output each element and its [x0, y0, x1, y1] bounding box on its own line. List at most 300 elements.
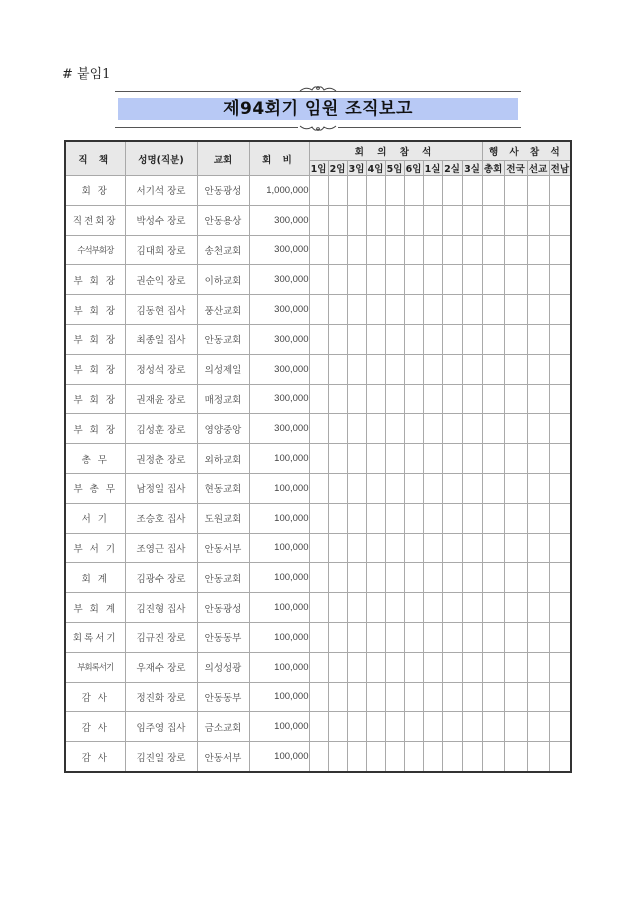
meeting-attendance-cell[interactable] [328, 265, 347, 295]
meeting-attendance-cell[interactable] [309, 384, 328, 414]
event-attendance-cell[interactable] [504, 444, 527, 474]
meeting-attendance-cell[interactable] [385, 593, 404, 623]
table-row [65, 652, 571, 682]
meeting-attendance-cell[interactable] [404, 712, 423, 742]
meeting-attendance-cell[interactable] [442, 176, 462, 206]
event-attendance-cell[interactable] [504, 265, 527, 295]
meeting-attendance-cell[interactable] [309, 295, 328, 325]
meeting-attendance-cell[interactable] [366, 682, 385, 712]
meeting-attendance-cell[interactable] [462, 533, 482, 563]
event-attendance-cell[interactable] [482, 444, 504, 474]
meeting-attendance-cell[interactable] [347, 533, 366, 563]
event-attendance-cell[interactable] [504, 712, 527, 742]
name-cell: 조영근 집사 [125, 533, 197, 563]
event-attendance-cell[interactable] [527, 652, 549, 682]
meeting-attendance-cell[interactable] [328, 533, 347, 563]
meeting-attendance-cell[interactable] [442, 444, 462, 474]
meeting-attendance-cell[interactable] [385, 563, 404, 593]
meeting-attendance-cell[interactable] [347, 563, 366, 593]
meeting-attendance-cell[interactable] [423, 593, 442, 623]
event-attendance-cell[interactable] [527, 295, 549, 325]
name-cell: 김진일 장로 [125, 742, 197, 772]
meeting-attendance-cell[interactable] [385, 444, 404, 474]
meeting-attendance-cell[interactable] [423, 503, 442, 533]
meeting-attendance-cell[interactable] [309, 742, 328, 772]
meeting-attendance-cell[interactable] [347, 593, 366, 623]
event-attendance-cell[interactable] [482, 295, 504, 325]
fee-cell: 100,000 [249, 503, 309, 533]
meeting-attendance-cell[interactable] [442, 563, 462, 593]
event-attendance-cell[interactable] [549, 414, 571, 444]
meeting-attendance-cell[interactable] [404, 295, 423, 325]
meeting-attendance-cell[interactable] [328, 205, 347, 235]
event-attendance-cell[interactable] [482, 712, 504, 742]
meeting-attendance-cell[interactable] [385, 712, 404, 742]
meeting-attendance-cell[interactable] [328, 712, 347, 742]
event-attendance-cell[interactable] [482, 503, 504, 533]
meeting-attendance-cell[interactable] [442, 533, 462, 563]
meeting-attendance-cell[interactable] [462, 444, 482, 474]
event-attendance-cell[interactable] [482, 533, 504, 563]
meeting-attendance-cell[interactable] [423, 622, 442, 652]
event-attendance-cell[interactable] [482, 176, 504, 206]
fee-cell: 100,000 [249, 712, 309, 742]
meeting-attendance-cell[interactable] [423, 235, 442, 265]
meeting-attendance-cell[interactable] [328, 473, 347, 503]
event-attendance-cell[interactable] [527, 622, 549, 652]
meeting-attendance-cell[interactable] [423, 652, 442, 682]
event-attendance-cell[interactable] [549, 176, 571, 206]
meeting-attendance-cell[interactable] [423, 384, 442, 414]
name-cell: 김동현 집사 [125, 295, 197, 325]
meeting-attendance-cell[interactable] [309, 354, 328, 384]
church-cell: 안동교회 [197, 324, 249, 354]
meeting-attendance-cell[interactable] [328, 622, 347, 652]
event-attendance-cell[interactable] [504, 384, 527, 414]
meeting-attendance-cell[interactable] [347, 235, 366, 265]
meeting-attendance-cell[interactable] [366, 503, 385, 533]
meeting-attendance-cell[interactable] [404, 444, 423, 474]
meeting-attendance-cell[interactable] [366, 384, 385, 414]
meeting-attendance-cell[interactable] [423, 742, 442, 772]
event-attendance-cell[interactable] [549, 712, 571, 742]
meeting-attendance-cell[interactable] [347, 742, 366, 772]
fee-cell: 300,000 [249, 295, 309, 325]
table-row [65, 682, 571, 712]
meeting-attendance-cell[interactable] [328, 593, 347, 623]
meeting-attendance-cell[interactable] [423, 414, 442, 444]
table-row [65, 176, 571, 206]
event-attendance-cell[interactable] [504, 682, 527, 712]
meeting-attendance-cell[interactable] [385, 682, 404, 712]
meeting-attendance-cell[interactable] [366, 176, 385, 206]
meeting-attendance-cell[interactable] [309, 712, 328, 742]
position-cell: 부 총 무 [65, 473, 125, 503]
meeting-attendance-cell[interactable] [347, 205, 366, 235]
event-attendance-cell[interactable] [504, 295, 527, 325]
event-attendance-cell[interactable] [549, 354, 571, 384]
meeting-attendance-cell[interactable] [347, 652, 366, 682]
meeting-attendance-cell[interactable] [328, 444, 347, 474]
event-attendance-cell[interactable] [549, 265, 571, 295]
table-row [65, 622, 571, 652]
name-cell: 김규진 장로 [125, 622, 197, 652]
church-cell: 풍산교회 [197, 295, 249, 325]
event-attendance-cell[interactable] [549, 682, 571, 712]
meeting-attendance-cell[interactable] [385, 265, 404, 295]
meeting-attendance-cell[interactable] [385, 622, 404, 652]
event-attendance-cell[interactable] [527, 324, 549, 354]
table-row [65, 473, 571, 503]
meeting-attendance-cell[interactable] [328, 354, 347, 384]
church-cell: 안동서부 [197, 533, 249, 563]
meeting-attendance-cell[interactable] [328, 742, 347, 772]
header-event-attendance: 행 사 참 석 [482, 141, 571, 161]
header-meeting-col: 6임 [404, 161, 423, 176]
table-row [65, 324, 571, 354]
meeting-attendance-cell[interactable] [442, 593, 462, 623]
meeting-attendance-cell[interactable] [462, 712, 482, 742]
event-attendance-cell[interactable] [549, 622, 571, 652]
event-attendance-cell[interactable] [482, 354, 504, 384]
meeting-attendance-cell[interactable] [385, 205, 404, 235]
event-attendance-cell[interactable] [482, 563, 504, 593]
event-attendance-cell[interactable] [527, 176, 549, 206]
header-meeting-col: 1임 [309, 161, 328, 176]
meeting-attendance-cell[interactable] [423, 444, 442, 474]
meeting-attendance-cell[interactable] [404, 473, 423, 503]
meeting-attendance-cell[interactable] [404, 384, 423, 414]
meeting-attendance-cell[interactable] [347, 354, 366, 384]
meeting-attendance-cell[interactable] [347, 414, 366, 444]
meeting-attendance-cell[interactable] [366, 742, 385, 772]
event-attendance-cell[interactable] [482, 682, 504, 712]
meeting-attendance-cell[interactable] [366, 533, 385, 563]
meeting-attendance-cell[interactable] [366, 324, 385, 354]
meeting-attendance-cell[interactable] [423, 176, 442, 206]
meeting-attendance-cell[interactable] [442, 712, 462, 742]
event-attendance-cell[interactable] [504, 414, 527, 444]
event-attendance-cell[interactable] [504, 533, 527, 563]
meeting-attendance-cell[interactable] [328, 503, 347, 533]
event-attendance-cell[interactable] [527, 742, 549, 772]
event-attendance-cell[interactable] [482, 652, 504, 682]
meeting-attendance-cell[interactable] [462, 503, 482, 533]
meeting-attendance-cell[interactable] [462, 176, 482, 206]
meeting-attendance-cell[interactable] [347, 384, 366, 414]
meeting-attendance-cell[interactable] [442, 205, 462, 235]
event-attendance-cell[interactable] [549, 324, 571, 354]
meeting-attendance-cell[interactable] [385, 384, 404, 414]
meeting-attendance-cell[interactable] [366, 354, 385, 384]
meeting-attendance-cell[interactable] [309, 593, 328, 623]
meeting-attendance-cell[interactable] [366, 473, 385, 503]
meeting-attendance-cell[interactable] [423, 682, 442, 712]
table-row [65, 444, 571, 474]
meeting-attendance-cell[interactable] [366, 712, 385, 742]
event-attendance-cell[interactable] [482, 235, 504, 265]
meeting-attendance-cell[interactable] [462, 354, 482, 384]
name-cell: 우재수 장로 [125, 652, 197, 682]
meeting-attendance-cell[interactable] [404, 742, 423, 772]
meeting-attendance-cell[interactable] [423, 265, 442, 295]
event-attendance-cell[interactable] [549, 295, 571, 325]
meeting-attendance-cell[interactable] [385, 503, 404, 533]
event-attendance-cell[interactable] [549, 503, 571, 533]
event-attendance-cell[interactable] [527, 205, 549, 235]
meeting-attendance-cell[interactable] [442, 682, 462, 712]
meeting-attendance-cell[interactable] [423, 533, 442, 563]
meeting-attendance-cell[interactable] [442, 652, 462, 682]
fee-cell: 300,000 [249, 354, 309, 384]
meeting-attendance-cell[interactable] [442, 414, 462, 444]
event-attendance-cell[interactable] [527, 682, 549, 712]
meeting-attendance-cell[interactable] [462, 593, 482, 623]
event-attendance-cell[interactable] [549, 384, 571, 414]
meeting-attendance-cell[interactable] [385, 295, 404, 325]
meeting-attendance-cell[interactable] [404, 533, 423, 563]
meeting-attendance-cell[interactable] [442, 295, 462, 325]
meeting-attendance-cell[interactable] [404, 235, 423, 265]
meeting-attendance-cell[interactable] [347, 503, 366, 533]
event-attendance-cell[interactable] [549, 533, 571, 563]
meeting-attendance-cell[interactable] [385, 652, 404, 682]
event-attendance-cell[interactable] [504, 205, 527, 235]
event-attendance-cell[interactable] [482, 414, 504, 444]
meeting-attendance-cell[interactable] [404, 176, 423, 206]
event-attendance-cell[interactable] [504, 622, 527, 652]
header-meeting-col: 3실 [462, 161, 482, 176]
meeting-attendance-cell[interactable] [347, 622, 366, 652]
meeting-attendance-cell[interactable] [366, 414, 385, 444]
meeting-attendance-cell[interactable] [347, 444, 366, 474]
meeting-attendance-cell[interactable] [347, 324, 366, 354]
event-attendance-cell[interactable] [549, 444, 571, 474]
meeting-attendance-cell[interactable] [442, 742, 462, 772]
meeting-attendance-cell[interactable] [328, 324, 347, 354]
event-attendance-cell[interactable] [527, 712, 549, 742]
event-attendance-cell[interactable] [527, 414, 549, 444]
meeting-attendance-cell[interactable] [404, 593, 423, 623]
meeting-attendance-cell[interactable] [442, 324, 462, 354]
meeting-attendance-cell[interactable] [385, 235, 404, 265]
meeting-attendance-cell[interactable] [404, 354, 423, 384]
meeting-attendance-cell[interactable] [347, 295, 366, 325]
name-cell: 김진형 집사 [125, 593, 197, 623]
meeting-attendance-cell[interactable] [423, 563, 442, 593]
officer-table [64, 140, 572, 773]
church-cell: 매정교회 [197, 384, 249, 414]
meeting-attendance-cell[interactable] [385, 533, 404, 563]
meeting-attendance-cell[interactable] [462, 414, 482, 444]
meeting-attendance-cell[interactable] [462, 742, 482, 772]
meeting-attendance-cell[interactable] [423, 354, 442, 384]
event-attendance-cell[interactable] [504, 563, 527, 593]
event-attendance-cell[interactable] [504, 473, 527, 503]
event-attendance-cell[interactable] [482, 384, 504, 414]
meeting-attendance-cell[interactable] [404, 563, 423, 593]
meeting-attendance-cell[interactable] [309, 622, 328, 652]
event-attendance-cell[interactable] [482, 205, 504, 235]
meeting-attendance-cell[interactable] [309, 265, 328, 295]
meeting-attendance-cell[interactable] [309, 235, 328, 265]
meeting-attendance-cell[interactable] [423, 205, 442, 235]
meeting-attendance-cell[interactable] [347, 473, 366, 503]
event-attendance-cell[interactable] [482, 593, 504, 623]
fee-cell: 100,000 [249, 444, 309, 474]
meeting-attendance-cell[interactable] [328, 384, 347, 414]
meeting-attendance-cell[interactable] [385, 473, 404, 503]
meeting-attendance-cell[interactable] [404, 265, 423, 295]
meeting-attendance-cell[interactable] [442, 473, 462, 503]
meeting-attendance-cell[interactable] [366, 652, 385, 682]
church-cell: 외하교회 [197, 444, 249, 474]
meeting-attendance-cell[interactable] [347, 176, 366, 206]
meeting-attendance-cell[interactable] [328, 682, 347, 712]
meeting-attendance-cell[interactable] [309, 324, 328, 354]
meeting-attendance-cell[interactable] [366, 444, 385, 474]
meeting-attendance-cell[interactable] [347, 712, 366, 742]
event-attendance-cell[interactable] [549, 742, 571, 772]
ornament-icon [298, 123, 338, 133]
event-attendance-cell[interactable] [549, 205, 571, 235]
meeting-attendance-cell[interactable] [462, 652, 482, 682]
event-attendance-cell[interactable] [527, 235, 549, 265]
event-attendance-cell[interactable] [482, 742, 504, 772]
meeting-attendance-cell[interactable] [328, 176, 347, 206]
meeting-attendance-cell[interactable] [366, 622, 385, 652]
meeting-attendance-cell[interactable] [309, 205, 328, 235]
meeting-attendance-cell[interactable] [462, 682, 482, 712]
meeting-attendance-cell[interactable] [404, 205, 423, 235]
meeting-attendance-cell[interactable] [442, 622, 462, 652]
event-attendance-cell[interactable] [527, 384, 549, 414]
meeting-attendance-cell[interactable] [309, 682, 328, 712]
meeting-attendance-cell[interactable] [309, 414, 328, 444]
event-attendance-cell[interactable] [482, 265, 504, 295]
event-attendance-cell[interactable] [482, 324, 504, 354]
event-attendance-cell[interactable] [527, 354, 549, 384]
meeting-attendance-cell[interactable] [462, 235, 482, 265]
meeting-attendance-cell[interactable] [462, 384, 482, 414]
position-cell: 부 회 장 [65, 354, 125, 384]
meeting-attendance-cell[interactable] [462, 622, 482, 652]
church-cell: 안동동부 [197, 682, 249, 712]
name-cell: 최종일 집사 [125, 324, 197, 354]
meeting-attendance-cell[interactable] [366, 563, 385, 593]
meeting-attendance-cell[interactable] [404, 503, 423, 533]
meeting-attendance-cell[interactable] [328, 652, 347, 682]
meeting-attendance-cell[interactable] [442, 235, 462, 265]
meeting-attendance-cell[interactable] [347, 682, 366, 712]
meeting-attendance-cell[interactable] [442, 265, 462, 295]
event-attendance-cell[interactable] [527, 473, 549, 503]
event-attendance-cell[interactable] [504, 503, 527, 533]
event-attendance-cell[interactable] [527, 533, 549, 563]
meeting-attendance-cell[interactable] [328, 295, 347, 325]
meeting-attendance-cell[interactable] [442, 354, 462, 384]
event-attendance-cell[interactable] [549, 563, 571, 593]
meeting-attendance-cell[interactable] [423, 712, 442, 742]
event-attendance-cell[interactable] [549, 235, 571, 265]
header-event-col: 총회 [482, 161, 504, 176]
meeting-attendance-cell[interactable] [366, 295, 385, 325]
event-attendance-cell[interactable] [504, 593, 527, 623]
name-cell: 김광수 장로 [125, 563, 197, 593]
event-attendance-cell[interactable] [527, 444, 549, 474]
table-row [65, 354, 571, 384]
meeting-attendance-cell[interactable] [385, 176, 404, 206]
event-attendance-cell[interactable] [527, 503, 549, 533]
meeting-attendance-cell[interactable] [385, 354, 404, 384]
event-attendance-cell[interactable] [549, 652, 571, 682]
meeting-attendance-cell[interactable] [309, 444, 328, 474]
event-attendance-cell[interactable] [549, 473, 571, 503]
event-attendance-cell[interactable] [504, 742, 527, 772]
meeting-attendance-cell[interactable] [404, 622, 423, 652]
meeting-attendance-cell[interactable] [385, 414, 404, 444]
meeting-attendance-cell[interactable] [309, 533, 328, 563]
event-attendance-cell[interactable] [527, 593, 549, 623]
event-attendance-cell[interactable] [482, 473, 504, 503]
event-attendance-cell[interactable] [504, 324, 527, 354]
meeting-attendance-cell[interactable] [366, 205, 385, 235]
meeting-attendance-cell[interactable] [309, 563, 328, 593]
meeting-attendance-cell[interactable] [328, 563, 347, 593]
meeting-attendance-cell[interactable] [462, 295, 482, 325]
meeting-attendance-cell[interactable] [309, 176, 328, 206]
meeting-attendance-cell[interactable] [442, 503, 462, 533]
meeting-attendance-cell[interactable] [404, 682, 423, 712]
event-attendance-cell[interactable] [504, 176, 527, 206]
meeting-attendance-cell[interactable] [309, 473, 328, 503]
position-cell: 회 계 [65, 563, 125, 593]
meeting-attendance-cell[interactable] [462, 563, 482, 593]
event-attendance-cell[interactable] [504, 235, 527, 265]
meeting-attendance-cell[interactable] [404, 652, 423, 682]
meeting-attendance-cell[interactable] [385, 742, 404, 772]
meeting-attendance-cell[interactable] [404, 414, 423, 444]
event-attendance-cell[interactable] [527, 265, 549, 295]
meeting-attendance-cell[interactable] [462, 324, 482, 354]
meeting-attendance-cell[interactable] [423, 324, 442, 354]
event-attendance-cell[interactable] [549, 593, 571, 623]
meeting-attendance-cell[interactable] [366, 593, 385, 623]
meeting-attendance-cell[interactable] [462, 265, 482, 295]
meeting-attendance-cell[interactable] [366, 235, 385, 265]
meeting-attendance-cell[interactable] [309, 503, 328, 533]
meeting-attendance-cell[interactable] [328, 235, 347, 265]
meeting-attendance-cell[interactable] [385, 324, 404, 354]
fee-cell: 100,000 [249, 622, 309, 652]
meeting-attendance-cell[interactable] [328, 414, 347, 444]
event-attendance-cell[interactable] [504, 652, 527, 682]
meeting-attendance-cell[interactable] [347, 265, 366, 295]
meeting-attendance-cell[interactable] [442, 384, 462, 414]
event-attendance-cell[interactable] [527, 563, 549, 593]
meeting-attendance-cell[interactable] [423, 295, 442, 325]
name-cell: 박성수 장로 [125, 205, 197, 235]
meeting-attendance-cell[interactable] [366, 265, 385, 295]
event-attendance-cell[interactable] [504, 354, 527, 384]
meeting-attendance-cell[interactable] [404, 324, 423, 354]
meeting-attendance-cell[interactable] [309, 652, 328, 682]
meeting-attendance-cell[interactable] [423, 473, 442, 503]
church-cell: 금소교회 [197, 712, 249, 742]
meeting-attendance-cell[interactable] [462, 473, 482, 503]
meeting-attendance-cell[interactable] [462, 205, 482, 235]
event-attendance-cell[interactable] [482, 622, 504, 652]
